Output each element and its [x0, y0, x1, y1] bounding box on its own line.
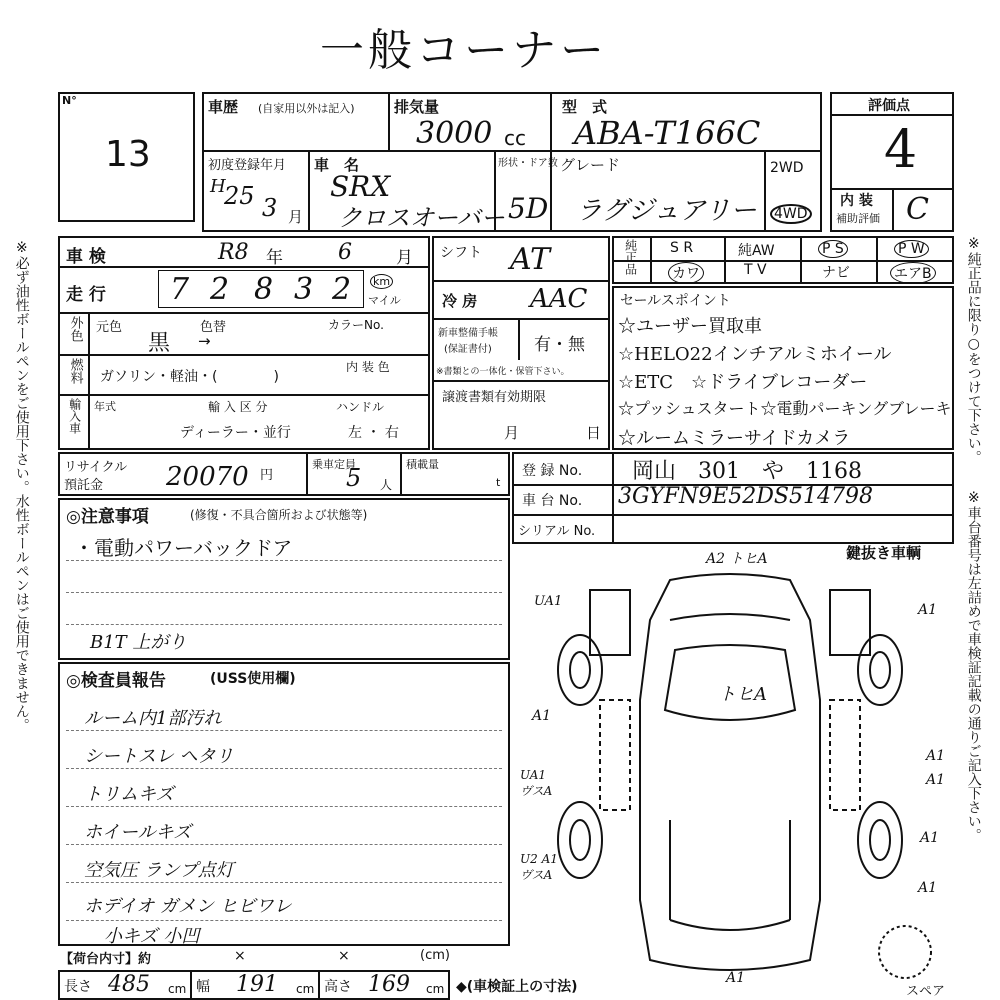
lot-number: 13: [105, 134, 151, 175]
genuine-item-airbag: エアB: [890, 262, 936, 284]
manual-note: ※書類との一体化・保管下さい。: [436, 367, 570, 377]
exterior-changed-label: 色替: [200, 320, 227, 335]
transfer-month: 月: [504, 424, 520, 442]
manual-label-1: 新車整備手帳: [438, 328, 498, 339]
manual-options: 有・無: [534, 335, 585, 355]
caution-line-4: B1T 上がり: [90, 632, 187, 653]
diagram-mark-a1-right-3: A1: [918, 880, 938, 896]
diagram-mark-ua1-left: UA1 ヴスA: [520, 768, 553, 798]
mileage-label: 走 行: [66, 285, 106, 305]
car-diagram: [520, 560, 940, 1000]
interior-label: 内 装: [840, 193, 873, 209]
caution-box: [58, 498, 510, 660]
fuel-side-label: 燃料: [67, 358, 83, 384]
caution-label: ◎注意事項: [66, 507, 149, 527]
score-label: 評価点: [868, 98, 910, 114]
diagram-mark-a1-left-1: A1: [532, 708, 552, 724]
import-type-label: 輸 入 区 分: [208, 400, 268, 414]
mileage-unit-km: km: [370, 274, 393, 289]
right-side-note-top: ※純正品に限り○をつけて下さい。: [965, 236, 982, 464]
registration-label: 登 録 No.: [522, 463, 583, 479]
header-grid: [202, 92, 822, 232]
inspector-box: [58, 662, 510, 946]
inspector-line-7: 小キズ 小凹: [104, 926, 200, 947]
door-label: 形状・ドア数: [498, 158, 558, 169]
cargo-row: [58, 948, 510, 968]
color-no-label: カラーNo.: [328, 318, 384, 332]
diagram-mark-a1-bottom: A1: [726, 970, 746, 986]
mileage-digit-4: 3: [294, 272, 314, 307]
diagram-mark-a1-right-1: A1: [926, 748, 946, 764]
diagram-mark-a1-top-right: A1: [918, 602, 938, 618]
transfer-label: 譲渡書類有効期限: [442, 390, 547, 405]
dimensions-note: ◆(車検証上の寸法): [456, 979, 578, 995]
height-label: 高さ: [324, 979, 352, 995]
fuel-options: ガソリン・軽油・( ): [100, 369, 279, 385]
chassis-value: 3GYFN9E52DS514798: [618, 484, 873, 509]
diagram-mark-windshield: トヒA: [718, 684, 767, 705]
car-name-line2: クロスオーバー: [338, 204, 505, 232]
width-unit: cm: [296, 982, 315, 996]
genuine-item-kawa: カワ: [668, 262, 704, 284]
cargo-x1: ×: [234, 948, 246, 964]
first-reg-month-unit: 月: [288, 208, 304, 226]
diagram-mark-front: A2 トヒA: [706, 551, 768, 567]
right-side-note-bottom: ※車台番号は左詰めで車検証記載の通りご記入下さい。: [965, 490, 982, 842]
sales-point-3: ☆ETC ☆ドライブレコーダー: [618, 372, 868, 393]
handle-label: ハンドル: [336, 400, 385, 414]
sales-label: セールスポイント: [620, 293, 731, 309]
registration-value: 岡山 301 や 1168: [632, 459, 862, 484]
diagram-mark-ua1-top: UA1: [534, 594, 563, 609]
grade-label: グレード: [560, 156, 621, 174]
serial-label: シリアル No.: [518, 524, 596, 539]
exterior-orig-label: 元色: [96, 320, 123, 335]
ac-value: AAC: [530, 284, 588, 314]
load-unit: t: [496, 476, 501, 489]
width-label: 幅: [196, 979, 210, 995]
recycle-label-2: 預託金: [64, 478, 104, 493]
left-side-note: ※必ず油性ボールペンをご使用下さい。水性ボールペンはご使用できません。: [13, 240, 30, 732]
inspection-era: R8: [218, 240, 249, 265]
mileage-digit-5: 2: [332, 272, 352, 307]
sales-point-4: ☆プッシュスタート☆電動パーキングブレーキ: [618, 399, 952, 418]
genuine-label: 純正品: [623, 239, 638, 275]
interior-value: C: [906, 192, 929, 227]
caution-line-1: ・電動パワーバックドア: [74, 536, 293, 560]
genuine-item-aw: 純AW: [738, 243, 775, 259]
mileage-digit-1: 7: [170, 272, 190, 307]
height-value: 169: [368, 972, 410, 997]
recycle-unit: 円: [260, 468, 274, 483]
genuine-item-ps: P S: [818, 240, 848, 258]
length-label: 長さ: [64, 979, 92, 995]
interior-color-label: 内 装 色: [346, 360, 390, 374]
import-year-label: 年式: [94, 400, 116, 413]
shift-label: シフト: [440, 245, 482, 261]
handle-options: 左 ・ 右: [348, 425, 399, 441]
ac-label: 冷 房: [442, 292, 478, 310]
exterior-orig-value: 黒: [148, 331, 171, 356]
grade-value: ラグジュアリー: [576, 196, 757, 226]
inspector-line-1: ルーム内1部汚れ: [84, 708, 222, 729]
height-unit: cm: [426, 982, 445, 996]
genuine-item-pw: P W: [894, 240, 929, 258]
dimensions-row: [58, 970, 450, 1000]
length-unit: cm: [168, 982, 187, 996]
interior-sub: 補助評価: [836, 212, 880, 225]
sales-point-1: ☆ユーザー買取車: [618, 316, 762, 337]
model-label: 型 式: [562, 98, 608, 116]
diagram-title: 鍵抜き車輌: [846, 544, 922, 562]
genuine-parts-box: [612, 236, 954, 284]
no-mark: N°: [62, 94, 77, 107]
capacity-value: 5: [346, 464, 362, 492]
left-main-block: [58, 236, 430, 450]
inspector-label: ◎検査員報告: [66, 671, 166, 691]
page-title: 一般コーナー: [320, 25, 608, 76]
transfer-day: 日: [586, 424, 602, 442]
model-value: ABA-T166C: [574, 114, 761, 152]
spare-label: スペア: [906, 984, 946, 999]
sales-points-box: [612, 286, 954, 450]
inspector-line-3: トリムキズ: [84, 784, 174, 805]
door-value: 5D: [508, 192, 549, 225]
sales-point-5: ☆ルームミラーサイドカメラ: [618, 428, 851, 449]
diagram-mark-a1-right-4: A1: [920, 830, 940, 846]
recycle-row: [58, 452, 510, 496]
capacity-label: 乗車定員: [312, 458, 356, 471]
recycle-label-1: リサイクル: [64, 460, 128, 475]
recycle-value: 20070: [166, 462, 249, 492]
cargo-unit: (cm): [420, 948, 450, 963]
cargo-x2: ×: [338, 948, 350, 964]
import-type-options: ディーラー・並行: [180, 425, 291, 441]
chassis-label: 車 台 No.: [522, 493, 583, 509]
cargo-label: 【荷台内寸】約: [60, 952, 152, 967]
history-label: 車歴: [208, 98, 239, 116]
registration-box: [512, 452, 954, 544]
mileage-digit-2: 2: [210, 272, 230, 307]
first-reg-month: 3: [262, 194, 278, 222]
inspector-note: (USS使用欄): [210, 671, 296, 687]
genuine-item-navi: ナビ: [822, 265, 850, 281]
inspector-line-2: シートスレ ヘタリ: [84, 746, 234, 767]
import-side-label: 輸入車: [67, 398, 82, 434]
car-name-label: 車 名: [314, 156, 360, 174]
shift-block: [432, 236, 610, 450]
first-reg-era: H: [210, 176, 226, 197]
inspector-line-6: ホデイオ ガメン ヒビワレ: [84, 896, 292, 917]
first-reg-label: 初度登録年月: [208, 158, 287, 173]
displacement-label: 排気量: [394, 98, 440, 116]
drive-4wd: 4WD: [770, 204, 812, 224]
mileage-digit-3: 8: [254, 272, 274, 307]
drive-2wd: 2WD: [770, 160, 804, 176]
mileage-unit-mile: マイル: [368, 294, 401, 307]
score-value: 4: [884, 120, 918, 180]
displacement-unit: cc: [504, 126, 526, 150]
inspection-label: 車 検: [66, 247, 106, 267]
inspector-line-5: 空気圧 ランプ点灯: [84, 860, 234, 881]
genuine-item-sr: S R: [670, 240, 694, 256]
first-reg-year: 25: [224, 182, 255, 210]
diagram-mark-a1-right-2: A1: [926, 772, 946, 788]
genuine-item-tv: T V: [744, 262, 767, 278]
lot-number-box: [58, 92, 195, 222]
diagram-mark-u2-left: U2 A1 ヴスA: [520, 852, 558, 882]
inspection-year-unit: 年: [266, 248, 283, 268]
load-label: 積載量: [406, 458, 439, 471]
inspector-line-4: ホイールキズ: [84, 822, 192, 843]
caution-note: (修復・不具合箇所および状態等): [190, 508, 368, 522]
shift-value: AT: [510, 242, 551, 277]
exterior-side-label: 外色: [67, 316, 83, 342]
width-value: 191: [236, 972, 278, 997]
sales-point-2: ☆HELO22インチアルミホイール: [618, 344, 892, 365]
capacity-unit: 人: [380, 478, 393, 492]
displacement-value: 3000: [416, 116, 493, 151]
exterior-arrow: →: [198, 332, 211, 350]
length-value: 485: [108, 972, 150, 997]
inspection-month-unit: 月: [396, 248, 413, 268]
car-name-line1: SRX: [330, 170, 391, 203]
score-box: [830, 92, 954, 232]
inspection-month: 6: [338, 240, 352, 265]
manual-label-2: (保証書付): [444, 344, 492, 355]
history-note: (自家用以外は記入): [258, 102, 355, 115]
